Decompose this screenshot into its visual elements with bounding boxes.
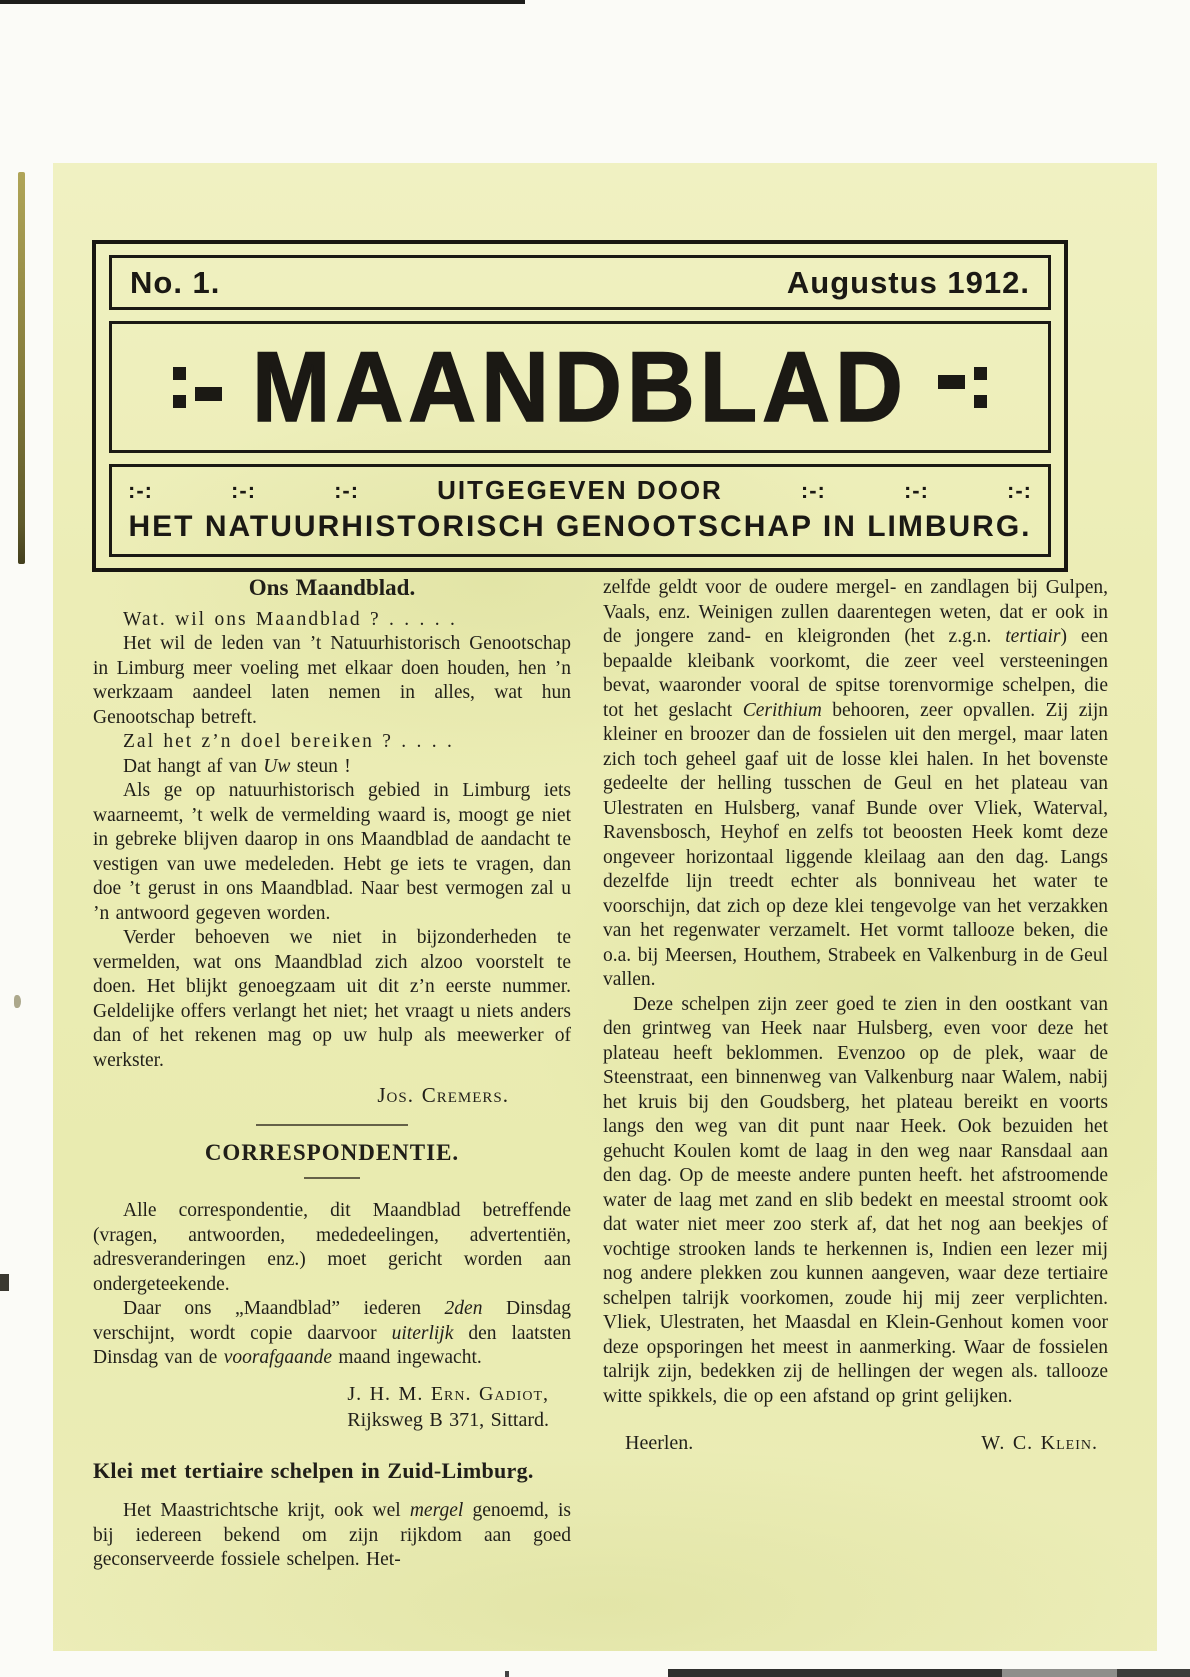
paragraph: Het Maastrichtsche krijt, ook wel mergel genoemd, is bij iedereen bekend om zijn rijkdom aan goed geconserveerde fossiele schelpen. Het- [93, 1500, 571, 1570]
heading-underline-rule [304, 1177, 360, 1179]
colon-dots [974, 367, 987, 408]
article-heading-ons-maandblad: Ons Maandblad. [248, 575, 416, 600]
colon-dash-ornament: :-: [334, 477, 360, 503]
issued-by-line [128, 475, 1032, 506]
colon-dash-ornament: :-: [800, 477, 826, 503]
signature-name: J. H. M. Ern. Gadiot, [347, 1382, 549, 1405]
colon-dash-ornament: :-: [903, 477, 929, 503]
scan-bottom-edge-bar [668, 1669, 1190, 1677]
scan-top-edge-line [0, 0, 525, 4]
issue-date: Augustus 1912. [786, 264, 1030, 300]
paragraph: Als ge op natuurhistorisch gebied in Limburg iets waarneemt, ’t welk de vermelding waard is, moogt ge niet in gebreke blijven daarop in ons Maandblad de aandacht te vestigen van uwe medeleden. Hebt ge iets te vragen, dan doe ’t gerust in ons Maandblad. Naar best vermogen zal u ’n antwoord gegeven worden. [93, 780, 571, 924]
article-columns [93, 576, 1115, 1573]
left-column [93, 576, 571, 1573]
scan-binding-mark [14, 995, 21, 1008]
magazine-title: MAANDBLAD [252, 330, 908, 443]
colon-dash-ornament: :-: [1007, 477, 1032, 503]
title-box [109, 321, 1051, 453]
colon-dash-ornament: :-: [128, 477, 153, 503]
publisher-box [109, 464, 1051, 557]
right-column [603, 576, 1108, 1573]
paragraph: zelfde geldt voor de oudere mergel- en zandlagen bij Gulpen, Vaals, enz. Weinigen zullen daarentegen weten, dat er ook in de jongere zand- en kleigronden (het z.g.n. tertiair) een bepaalde kleibank voorkomt, die zeer veel versteeningen bevat, waaronder vooral de spitse torenvormige schelpen, die tot het geslacht Cerithium behooren, zeer opvallen. Zij zijn kleiner en broozer dan de fossielen uit den mergel, maar laten zich toch geheel gaaf uit de losse klei halen. In het bovenste gedeelte der helling tusschen de Geul en het plateau van Ulestraten en Hulsberg, vanaf Bunde over Vliek, Waterval, Ravensbosch, Heyhof en zelfs tot beoosten Heek komt deze ongeveer horizontaal liggende kleilaag aan den dag. Langs dezelfde lijn treedt echter als bonniveau het water te voorschijn, dat zich op deze klei tengevolge van het verzakken van het regenwater verzamelt. Het vormt tallooze beken, die o.a. bij Meersen, Houthem, Strabeek en Valkenburg in de Geul vallen. [603, 577, 1108, 990]
colon-dash-ornament: :-: [231, 477, 257, 503]
scan-binding-strip [18, 172, 25, 564]
magazine-page [53, 163, 1157, 1651]
colon-dots [173, 367, 186, 408]
colon-dash-icon [173, 367, 222, 408]
signature-gadiot [93, 1381, 571, 1433]
article-heading-correspondentie: CORRESPONDENTIE. [204, 1139, 460, 1165]
publisher-name: HET NATUURHISTORISCH GENOOTSCHAP IN LIMBURG. [128, 510, 1032, 543]
issue-number: No. 1. [130, 264, 221, 300]
paragraph: Wat. wil ons Maandblad ? . . . . . [123, 608, 457, 630]
article-byline [603, 1431, 1108, 1456]
scan-binding-mark [0, 1274, 9, 1291]
scan-bottom-tick [505, 1671, 509, 1677]
section-divider-rule [256, 1124, 408, 1126]
paragraph: Zal het z’n doel bereiken ? . . . . [123, 731, 454, 752]
dash-block [195, 387, 222, 401]
signature-jos-cremers: Jos. Cremers. [377, 1083, 509, 1107]
paragraph: Deze schelpen zijn zeer goed te zien in den oostkant van den grintweg van Heek naar Hulsberg, even voor deze het plateau heeft beklommen. Evenzoo op de plek, waar de Steenstraat, een binnenweg van Valkenburg naar Walem, nabij het kruis bij den Goudsberg, het plateau bereikt en voorts langs den weg van dit punt naar Heek. Ook bezuiden het gehucht Koulen komt de laag in den weg naar Ransdaal aan den dag. Op de meeste andere punten heeft. het afstroomende water de laag met zand en slib bedekt en meestal stroomt ook dat water niet meer zoo sterk af, dat het nog aan beekjes of vochtige strooken lands te herkennen is, Indien een lezer mij nog andere plekken zou kunnen aangeven, waar deze tertiaire schelpen talrijk voorkomen, zoude hij mij zeer verplichten. Vliek, Ulestraten, het Maasdal en Klein-Genhout komen voor deze opsporingen het meest in aanmerking. Waar de fossielen talrijk zijn, bedekken zij de hellingen der wegen als. tallooze witte spikkels, die op een afstand op grint gelijken. [603, 993, 1108, 1407]
issue-date-box [109, 255, 1051, 310]
masthead-frame [92, 240, 1068, 572]
byline-author: W. C. Klein. [981, 1432, 1098, 1454]
paragraph: Dat hangt af van Uw steun ! [123, 755, 351, 777]
article-heading-klei: Klei met tertiaire schelpen in Zuid-Limburg. [93, 1457, 534, 1483]
paragraph: Het wil de leden van ’t Natuurhistorisch Genootschap in Limburg meer voeling met elkaar doen houden, hen ’n werkzaam aandeel laten nemen in alles, wat hun Genootschap betreft. [93, 633, 571, 728]
dash-colon-icon [938, 367, 987, 408]
paragraph: Daar ons „Maandblad” iederen 2den Dinsdag verschijnt, wordt copie daarvoor uiterlijk den laatsten Dinsdag van de voorafgaande maand ingewacht. [93, 1298, 571, 1368]
dash-block [938, 375, 965, 389]
signature-address: Rijksweg B 371, Sittard. [347, 1408, 549, 1431]
paragraph: Alle correspondentie, dit Maandblad betreffende (vragen, antwoorden, mededeelingen, advertentiën, adresveranderingen enz.) moet gericht worden aan ondergeteekende. [93, 1200, 571, 1295]
issued-by-label: UITGEGEVEN DOOR [437, 475, 723, 505]
paragraph: Verder behoeven we niet in bijzonderheden te vermelden, wat ons Maandblad zich alzoo voorstelt te doen. Het blijkt genoegzaam uit dit z’n eerste nummer. Geldelijke offers verlangt het niet; het vraagt u niets anders dan of het rekenen mag op uw hulp als meewerker of werkster. [93, 927, 571, 1071]
byline-place: Heerlen. [625, 1432, 694, 1454]
